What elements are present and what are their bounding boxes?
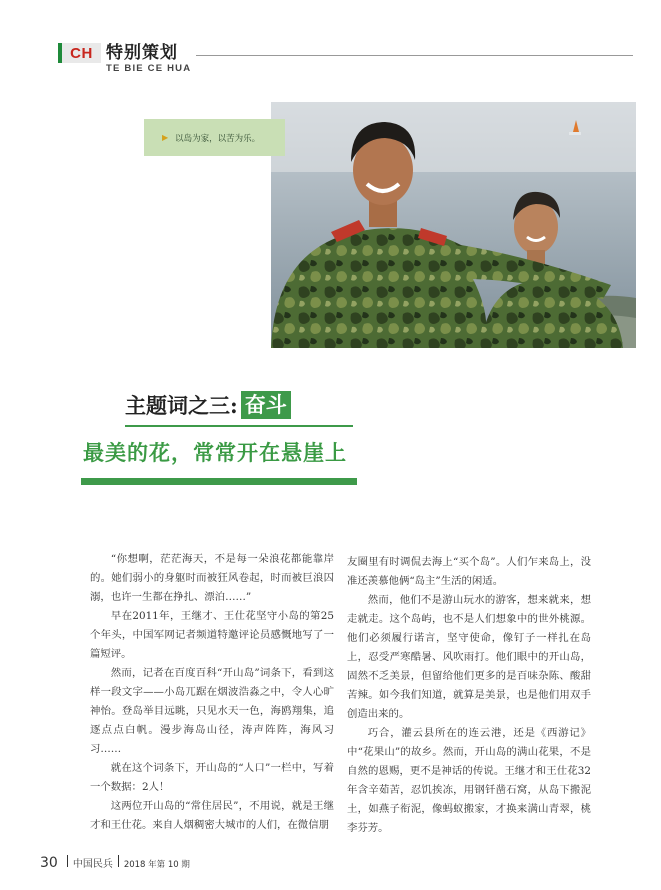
article-photo — [271, 102, 636, 348]
article-paragraph: 就在这个词条下，开山岛的“人口”一栏中，写着一个数据：2人！ — [90, 762, 334, 793]
article-paragraph: 早在2011年，王继才、王仕花坚守小岛的第25个年头，中国军网记者频道特邀评论员感慨地写了一篇短评。 — [90, 610, 334, 660]
section-badge: CH — [58, 43, 101, 63]
article-column-right — [347, 553, 591, 838]
theme-heading — [125, 389, 291, 421]
article-paragraph: 巧合，灌云县所在的连云港，还是《西游记》中“花果山”的故乡。然而，开山岛的满山花果，不是自然的恩赐，更不是神话的传说。王继才和王仕花32年含辛茹苦，忍饥挨冻，用钢钎凿石窝，从岛下搬泥土，如燕子衔泥，像蚂蚁搬家，才换来满山青翠，桃李芬芳。 — [347, 727, 591, 834]
section-title: 特别策划 — [106, 43, 178, 63]
headline-underline — [81, 478, 357, 485]
article-headline: 最美的花，常常开在悬崖上 — [83, 441, 347, 465]
photo-caption-text: 以岛为家，以苦为乐。 — [175, 133, 261, 144]
magazine-name: 中国民兵 — [72, 859, 113, 870]
page-number: 30 — [40, 855, 58, 871]
footer-divider — [67, 855, 68, 867]
page-footer — [40, 855, 190, 871]
soldiers-illustration — [271, 102, 636, 348]
theme-prefix: 主题词之三: — [125, 393, 238, 418]
article-paragraph: 然而，他们不是游山玩水的游客，想来就来，想走就走。这个岛屿，也不是人们想象中的世外桃源。他们必须履行诺言，坚守使命，像钉子一样扎在岛上，忍受严寒酷暑、风吹雨打。他们眼中的开山岛，固然不乏美景，但留给他们更多的是百味杂陈、酸甜苦辣。如今我们知道，就算是美景，也是他们用双手创造出来的。 — [347, 594, 591, 720]
triangle-bullet-icon: ▶ — [162, 133, 169, 142]
theme-underline — [125, 425, 353, 427]
theme-keyword: 奋斗 — [241, 391, 291, 419]
article-paragraph: 然而，记者在百度百科“开山岛”词条下，看到这样一段文字——小岛兀踞在烟波浩淼之中，令人心旷神怡。登岛举目远眺，只见水天一色，海鸥翔集，追逐点点白帆。漫步海岛山径，涛声阵阵，海风习习…… — [90, 667, 334, 755]
section-pinyin: TE BIE CE HUA — [106, 63, 192, 74]
article-paragraph: 这两位开山岛的“常住居民”，不用说，就是王继才和王仕花。来自人烟稠密大城市的人们，在微信朋 — [90, 800, 334, 831]
issue-label: 2018 年第 10 期 — [123, 860, 190, 870]
article-paragraph-continued: 友圈里有时调侃去海上“买个岛”。人们乍来岛上，没准还羡慕他俩“岛主”生活的闲适。 — [347, 556, 591, 587]
article-column-left — [90, 550, 334, 835]
header-divider — [196, 55, 633, 56]
article-paragraph: “你想啊，茫茫海天，不是每一朵浪花都能靠岸的。她们弱小的身躯时而被狂风卷起，时而被巨浪囚溺，也许一生都在挣扎、漂泊……” — [90, 553, 334, 603]
photo-caption — [144, 119, 285, 156]
footer-divider — [118, 855, 119, 867]
